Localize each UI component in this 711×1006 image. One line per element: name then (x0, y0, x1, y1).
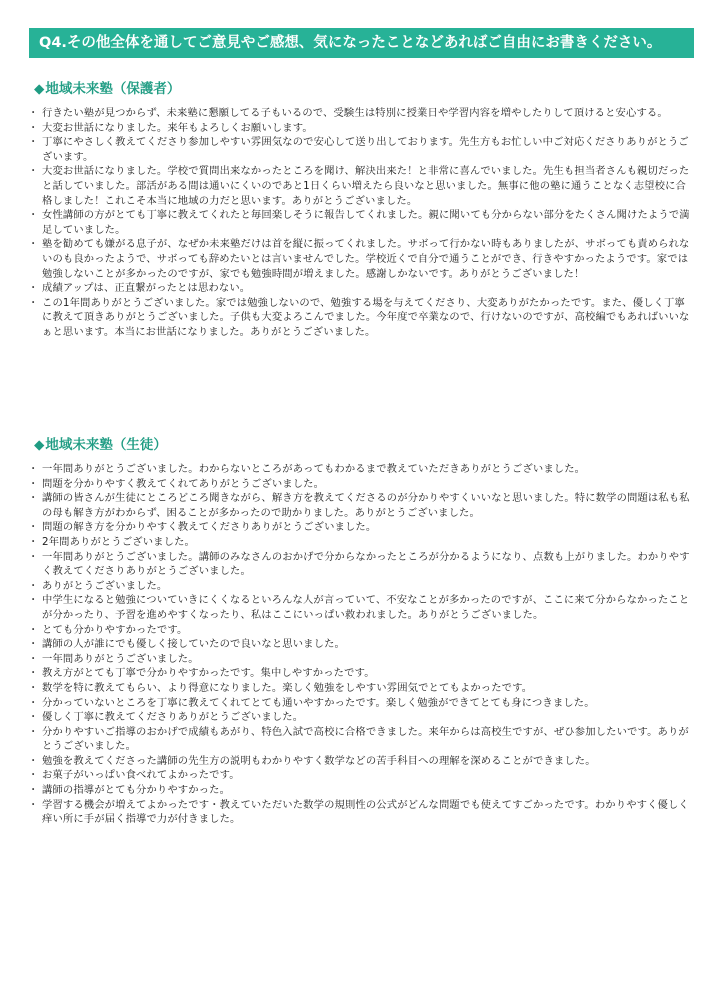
comment-item: ・ とても分かりやすかったです。 (34, 623, 694, 638)
comment-item: ・ 講師の人が誰にでも優しく接していたので良いなと思いました。 (34, 637, 694, 652)
comment-item: ・ 講師の指導がとても分かりやすかった。 (34, 783, 694, 798)
comment-item: ・ 分かりやすいご指導のおかげで成績もあがり、特色入試で高校に合格できました。来年からは高校生ですが、ぜひ参加したいです。ありがとうございました。 (34, 725, 694, 754)
guardian-section-heading (34, 80, 694, 98)
question-title: Q4.その他全体を通してご意見やご感想、気になったことなどあればご自由にお書きください。 (39, 35, 662, 51)
comment-item: ・ 分かっていないところを丁寧に教えてくれてとても通いやすかったです。楽しく勉強ができてとても身につきました。 (34, 696, 694, 711)
diamond-icon: ◆ (34, 437, 45, 453)
comment-item: ・ 一年間ありがとうございました。 (34, 652, 694, 667)
student-section-heading (34, 436, 694, 454)
comment-item: ・ 優しく丁寧に教えてくださりありがとうございました。 (34, 710, 694, 725)
comment-item: ・ 教え方がとても丁寧で分かりやすかったです。集中しやすかったです。 (34, 666, 694, 681)
comment-item: ・ 塾を勧めても嫌がる息子が、なぜか未来塾だけは首を縦に振ってくれました。サボって行かない時もありましたが、サボっても責められないのも良かったようで、サボっても辞めたいとは言いませんでした。学校近くで自分で通うことができ、行きやすかったようです。家では勉強しないことが多かったのですが、家でも勉強時間が増えました。感謝しかないです。ありがとうございました！ (34, 237, 694, 281)
comment-item: ・ 学習する機会が増えてよかったです・教えていただいた数学の規則性の公式がどんな問題でも使えてすごかったです。わかりやすく優しく痒い所に手が届く指導で力が付きました。 (34, 798, 694, 827)
comment-item: ・ 大変お世話になりました。来年もよろしくお願いします。 (34, 121, 694, 136)
comment-item: ・ この1年間ありがとうございました。家では勉強しないので、勉強する場を与えてくださり、大変ありがたかったです。また、優しく丁寧に教えて頂きありがとうございました。子供も大変よろこんでました。今年度で卒業なので、行けないのですが、高校編でもあればいいなぁと思います。本当にお世話になりました。ありがとうございました。 (34, 296, 694, 340)
comment-item: ・ 成績アップは、正直繋がったとは思わない。 (34, 281, 694, 296)
comment-item: ・ 行きたい塾が見つからず、未来塾に懇願してる子もいるので、受験生は特別に授業日や学習内容を増やしたりして頂けると安心する。 (34, 106, 694, 121)
comment-item: ・ 中学生になると勉強についていきにくくなるといろんな人が言っていて、不安なことが多かったのですが、ここに来て分からなかったことが分かったり、予習を進めやすくなったり、私はここにいっぱい救われました。ありがとうございました。 (34, 593, 694, 622)
comment-item: ・ お菓子がいっぱい食べれてよかったです。 (34, 768, 694, 783)
comment-item: ・ 講師の皆さんが生徒にところどころ聞きながら、解き方を教えてくださるのが分かりやすくいいなと思いました。特に数学の問題は私も私の母も解き方がわからず、困ることが多かったので助かりました。ありがとうございました。 (34, 491, 694, 520)
diamond-icon: ◆ (34, 81, 45, 97)
comment-item: ・ 一年間ありがとうございました。講師のみなさんのおかげで分からなかったところが分かるようになり、点数も上がりました。わかりやすく教えてくださりありがとうございました。 (34, 550, 694, 579)
guardian-section (34, 80, 694, 340)
comment-item: ・ 丁寧にやさしく教えてくださり参加しやすい雰囲気なので安心して送り出しております。先生方もお忙しい中ご対応くださりありがとうございます。 (34, 135, 694, 164)
comment-item: ・ 勉強を教えてくださった講師の先生方の説明もわかりやすく数学などの苦手科目への理解を深めることができました。 (34, 754, 694, 769)
comment-item: ・ 数学を特に教えてもらい、より得意になりました。楽しく勉強をしやすい雰囲気でとてもよかったです。 (34, 681, 694, 696)
student-section (34, 436, 694, 827)
comment-item: ・ 一年間ありがとうございました。わからないところがあってもわかるまで教えていただきありがとうございました。 (34, 462, 694, 477)
comment-item: ・ 問題を分かりやすく教えてくれてありがとうございました。 (34, 477, 694, 492)
comment-item: ・ 大変お世話になりました。学校で質問出来なかったところを聞け、解決出来た！と非常に喜んでいました。先生も担当者さんも親切だったと話していました。部活がある間は通いにくいのであと1日くらい増えたら良いなと思いました。無事に他の塾に通うことなく志望校に合格しました！これこそ本当に地域の力だと思います。ありがとうございました。 (34, 164, 694, 208)
comment-item: ・ 女性講師の方がとても丁寧に教えてくれたと毎回楽しそうに報告してくれました。親に聞いても分からない部分をたくさん聞けたようで満足していました。 (34, 208, 694, 237)
student-comment-list (34, 462, 694, 827)
guardian-section-title: 地域未来塾（保護者） (45, 81, 181, 97)
guardian-comment-list (34, 106, 694, 340)
student-section-title: 地域未来塾（生徒） (45, 437, 167, 453)
comment-item: ・ 問題の解き方を分かりやすく教えてくださりありがとうございました。 (34, 520, 694, 535)
question-header (29, 28, 694, 58)
comment-item: ・ ありがとうございました。 (34, 579, 694, 594)
comment-item: ・ 2年間ありがとうございました。 (34, 535, 694, 550)
